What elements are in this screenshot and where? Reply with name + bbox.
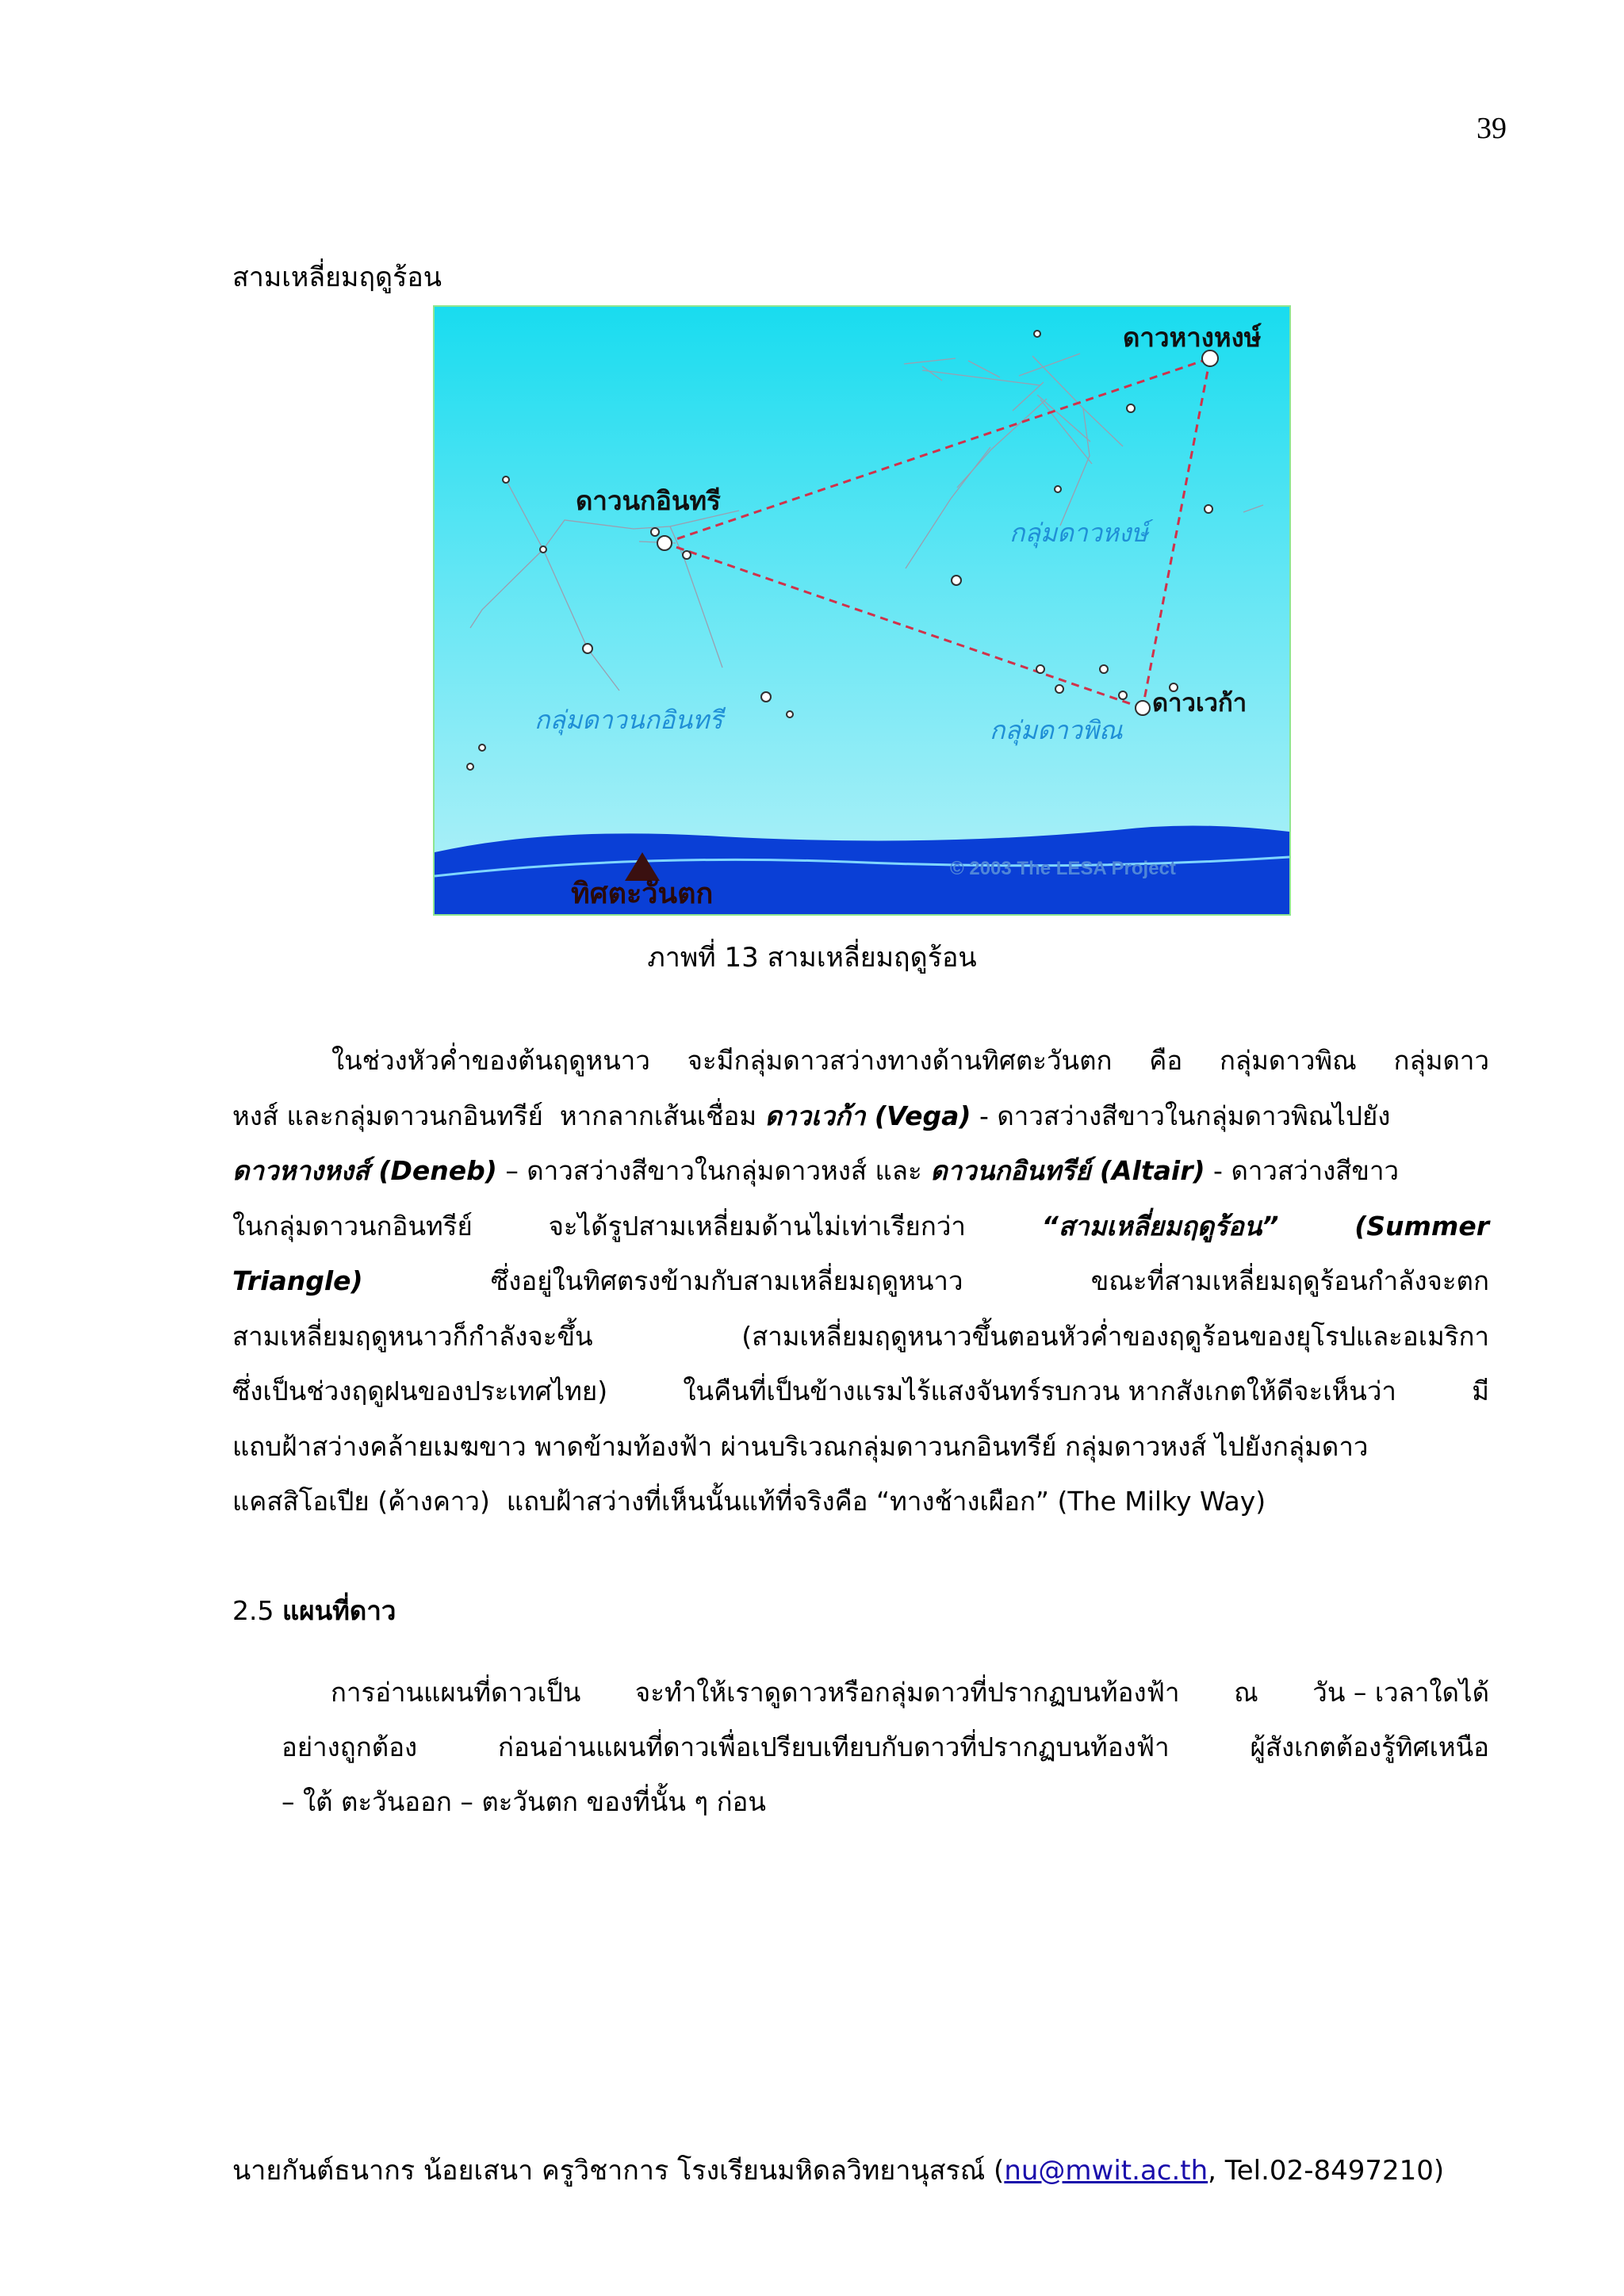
label-west: ทิศตะวันตก [571,878,714,910]
section-caption: สามเหลี่ยมฤดูร้อน [232,262,442,293]
summer-triangle-figure [433,305,1291,916]
triangle-vega-altair [665,543,1143,708]
star-deneb [1202,350,1218,366]
footer: นายกันต์ธนากร น้อยเสนา ครูวิชาการ โรงเรียนมหิดลวิทยานุสรณ์ (nu@mwit.ac.th, Tel.02-8497210) [232,2155,1445,2187]
text-line: Triangle) ซึ่งอยู่ในทิศตรงข้ามกับสามเหลี่ยมฤดูหนาว ขณะที่สามเหลี่ยมฤดูร้อนกำลังจะตก [232,1253,1489,1309]
term-vega: ดาวเวก้า (Vega) [764,1100,971,1131]
text-line: – ใต้ ตะวันออก – ตะวันตก ของที่นั้น ๆ ก่อน [282,1786,766,1817]
text-line: แถบฝ้าสว่างคล้ายเมฆขาว พาดข้ามท้องฟ้า ผ่านบริเวณกลุ่มดาวนกอินทรีย์ กลุ่มดาวหงส์ ไปยังกลุ่มดาว [232,1430,1369,1462]
text-line: สามเหลี่ยมฤดูหนาวก็กำลังจะขึ้น (สามเหลี่ยมฤดูหนาวขึ้นตอนหัวค่ำของฤดูร้อนของยุโรปและอเมริกา [232,1320,1489,1352]
figure-caption: ภาพที่ 13 สามเหลี่ยมฤดูร้อน [647,942,977,974]
triangle-altair-deneb [665,358,1210,543]
image-credit: © 2003 The LESA Project [950,858,1176,879]
text-line: แคสสิโอเปีย (ค้างคาว) แถบฝ้าสว่างที่เห็นนั้นแท้ที่จริงคือ “ทางช้างเผือก” (The Milky Way) [232,1486,1266,1517]
text-line: หงส์ และกลุ่มดาวนกอินทรีย์ หากลากเส้นเชื่อม ดาวเวก้า (Vega) - ดาวสว่างสีขาวในกลุ่มดาวพิณไปยัง [232,1089,1489,1144]
section-title: แผนที่ดาว [282,1595,396,1626]
star-map [435,307,1289,914]
paragraph-star-map [282,1665,1489,1829]
term-triangle: Triangle) [232,1265,363,1296]
page-number: 39 [1477,112,1507,145]
label-altair: ดาวนกอินทรี [576,485,721,516]
triangle-deneb-vega [1143,358,1210,708]
label-aquila: กลุ่มดาวนกอินทรี [534,705,723,735]
text-line: ในช่วงหัวค่ำของต้นฤดูหนาว จะมีกลุ่มดาวสว่างทางด้านทิศตะวันตก คือ กลุ่มดาวพิณ กลุ่มดาว [331,1045,1489,1076]
label-cygnus: กลุ่มดาวหงษ์ [1009,518,1148,548]
paragraph-summer-triangle [232,1033,1489,1529]
text-line: อย่างถูกต้อง ก่อนอ่านแผนที่ดาวเพื่อเปรียบเทียบกับดาวที่ปรากฏบนท้องฟ้า ผู้สังเกตต้องรู้ทิศเหนือ [282,1732,1489,1762]
label-lyra: กลุ่มดาวพิณ [990,715,1123,745]
text-line: การอ่านแผนที่ดาวเป็น จะทำให้เราดูดาวหรือกลุ่มดาวที่ปรากฏบนท้องฟ้า ณ วัน – เวลาใดได้ [331,1677,1489,1708]
label-deneb: ดาวหางหงษ์ [1123,322,1262,353]
text-line: ซึ่งเป็นช่วงฤดูฝนของประเทศไทย) ในคืนที่เป็นข้างแรมไร้แสงจันทร์รบกวน หากสังเกตให้ดีจะเห็นว่า มี [232,1376,1489,1406]
term-summer: (Summer [1354,1210,1489,1242]
term-deneb: ดาวหางหงส์ (Deneb) [232,1155,497,1186]
section-number: 2.5 [232,1595,282,1626]
section-heading [232,1590,396,1632]
email-link[interactable]: nu@mwit.ac.th [1004,2155,1208,2187]
label-vega: ดาวเวก้า [1152,689,1247,718]
term-altair: ดาวนกอินทรีย์ (Altair) [930,1155,1205,1186]
term-summer-triangle-thai: “สามเหลี่ยมฤดูร้อน” [1041,1210,1279,1242]
text-line: ดาวหางหงส์ (Deneb) – ดาวสว่างสีขาวในกลุ่มดาวหงส์ และ ดาวนกอินทรีย์ (Altair) - ดาวสว่างสีขาว [232,1143,1489,1199]
text-line: ในกลุ่มดาวนกอินทรีย์ จะได้รูปสามเหลี่ยมด้านไม่เท่าเรียกว่า “สามเหลี่ยมฤดูร้อน” (Summer [232,1199,1489,1254]
star-vega [1136,701,1150,715]
star-altair [657,536,672,550]
stars [467,331,1218,770]
